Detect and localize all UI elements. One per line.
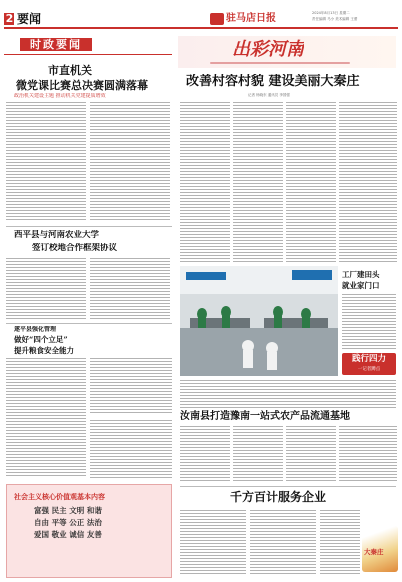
article-2-body-col-2 (90, 258, 170, 320)
values-line-1: 富强 民主 文明 和谐 (34, 506, 102, 515)
divider (180, 486, 396, 487)
page-number: 2 (5, 12, 14, 25)
article-7-body-col-2 (250, 510, 316, 574)
section-name: 要闻 (17, 12, 42, 26)
divider (6, 323, 172, 324)
banner-rule (4, 54, 172, 55)
lead-body-col-1 (180, 102, 230, 262)
header-editors: 责任编辑 马小 美术编辑 王蕾 (312, 17, 358, 21)
article-3-title: 遂平县强化管理 (14, 326, 57, 333)
article-5-body (342, 294, 396, 350)
article-6-body-col-2 (233, 426, 283, 482)
article-3-deck: 提升粮食安全能力 (14, 346, 74, 355)
article-3-body-col-2 (90, 358, 172, 414)
paper-name: 驻马店日报 (226, 13, 276, 24)
article-3-body-col-3 (90, 420, 172, 478)
article-3-body-col-1 (6, 358, 86, 478)
article-6-body-col-3 (286, 426, 336, 482)
article-6-body-col-4 (339, 426, 397, 482)
campaign-line-2: 一记者蹲点 (357, 367, 381, 372)
lead-body-col-3 (286, 102, 336, 262)
article-5-title: 工厂建田头 (342, 270, 380, 279)
values-title: 社会主义核心价值观基本内容 (14, 492, 105, 501)
article-1-body-col-2 (90, 102, 170, 222)
lead-body-cont (180, 380, 396, 408)
article-1-subtitle: 微党课比赛总决赛圆满落幕 (16, 79, 148, 92)
lead-body-col-2 (233, 102, 283, 262)
article-7-body-col-3 (320, 510, 360, 574)
header-rule (4, 27, 398, 29)
lead-title: 改善村容村貌 建设美丽大秦庄 (186, 74, 360, 89)
campaign-line-1: 践行四力 (351, 354, 386, 364)
masthead-logo (210, 13, 224, 25)
factory-photo (180, 266, 338, 376)
article-1-deck: 政治机关建设主题 推动机关党建提质增效 (14, 93, 106, 99)
article-6-title: 汝南县打造豫南一站式农产品流通基地 (180, 411, 350, 422)
article-5-subtitle: 就业家门口 (342, 281, 380, 290)
column-banner-text: 时政要闻 (30, 38, 82, 51)
lead-byline: 记者 杨晓东 通讯员 李国强 (248, 93, 290, 97)
article-2-body-col-1 (6, 258, 86, 320)
article-2-subtitle: 签订校地合作框架协议 (32, 243, 118, 253)
article-6-body-col-1 (180, 426, 230, 482)
brand-swoosh (210, 62, 350, 64)
values-line-3: 爱国 敬业 诚信 友善 (34, 530, 102, 539)
article-3-subtitle: 做好“四个立足” (14, 335, 68, 344)
article-1-title: 市直机关 (48, 64, 92, 77)
divider (6, 226, 172, 227)
header-date: 2024年8月13日 星期二 (312, 11, 350, 15)
values-line-2: 自由 平等 公正 法治 (34, 518, 102, 527)
lead-body-col-4 (339, 102, 397, 262)
article-7-body-col-1 (180, 510, 246, 574)
corner-label: 大秦庄 (364, 548, 384, 556)
brand-henan: 出彩河南 (232, 39, 304, 60)
article-7-title: 千方百计服务企业 (230, 490, 327, 504)
article-1-body-col-1 (6, 102, 86, 222)
article-2-title: 西平县与河南农业大学 (14, 230, 100, 240)
